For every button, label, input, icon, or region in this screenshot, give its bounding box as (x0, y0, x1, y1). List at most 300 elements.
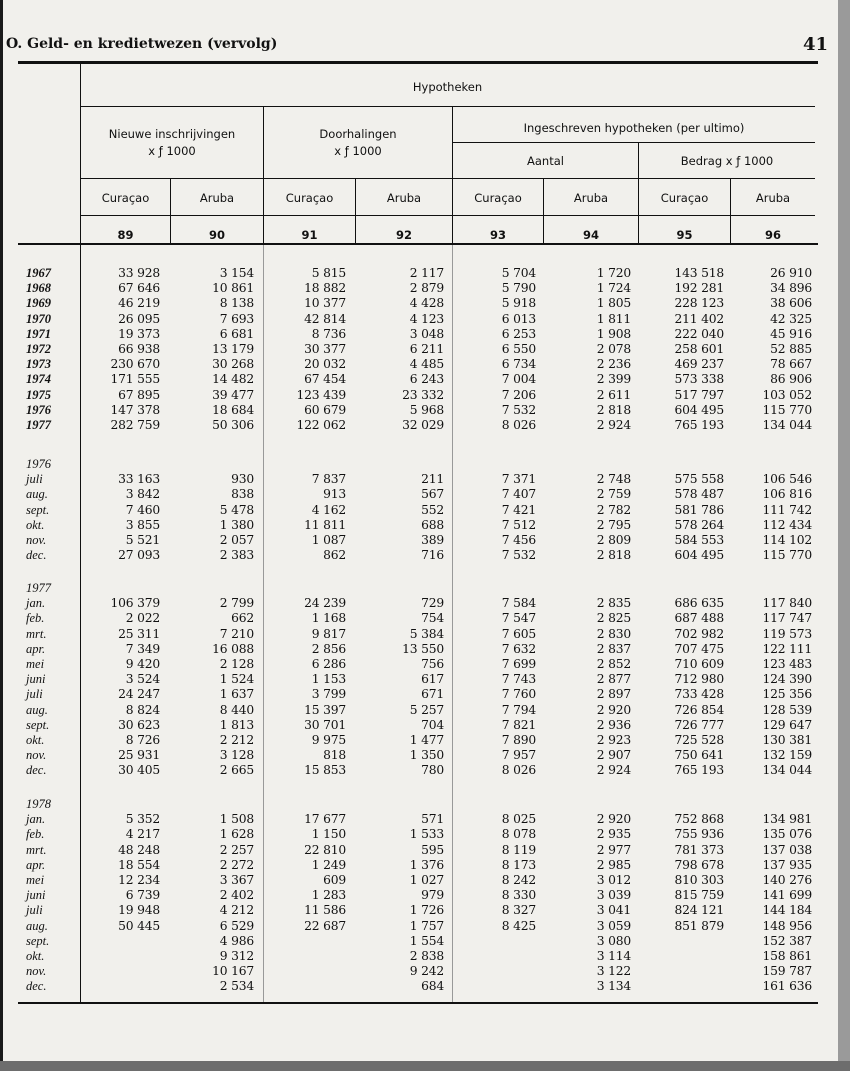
row-label: 1967 (26, 266, 51, 280)
cell-col-94: 2 907 (596, 748, 631, 763)
cell-col-94: 2 078 (596, 341, 631, 356)
row-label: mei (26, 872, 45, 887)
cell-col-92: 729 (421, 596, 444, 611)
amount-count-underline (452, 142, 815, 143)
new-registrations-label: Nieuwe inschrijvingen (108, 127, 236, 141)
cell-col-93: 7 547 (501, 611, 536, 626)
table-row (0, 687, 838, 702)
cell-col-90: 2 383 (219, 548, 254, 563)
cell-col-95: 750 641 (674, 748, 724, 763)
new-registrations-unit: x ƒ 1000 (148, 144, 196, 158)
monthly-1976-block (0, 457, 838, 563)
row-label: juli (26, 687, 43, 702)
cell-col-89: 5 352 (125, 812, 160, 827)
cell-col-89: 147 378 (110, 402, 160, 417)
cell-col-91: 9 975 (311, 732, 346, 747)
cell-col-93: 7 821 (501, 717, 536, 732)
cell-col-89: 8 726 (125, 732, 160, 747)
row-label: juni (26, 888, 46, 903)
cell-col-93: 7 421 (501, 502, 536, 517)
table-row (0, 342, 838, 357)
cell-col-95: 469 237 (674, 357, 724, 372)
cell-col-91: 17 677 (304, 812, 346, 827)
cell-col-90: 2 212 (219, 732, 254, 747)
cell-col-94: 1 805 (596, 296, 631, 311)
table-row (0, 964, 838, 979)
colname-89: Curaçao (101, 191, 150, 205)
cell-col-91: 862 (323, 548, 346, 563)
annual-block (0, 266, 838, 433)
cell-col-92: 1 027 (409, 872, 444, 887)
cell-col-93: 8 078 (501, 827, 536, 842)
cell-col-94: 3 039 (596, 888, 631, 903)
row-label: aug. (26, 487, 48, 502)
cell-col-92: 2 117 (409, 266, 444, 280)
cell-col-91: 15 397 (304, 702, 346, 717)
cell-col-95: 824 121 (674, 903, 724, 918)
table-row (0, 703, 838, 718)
cell-col-90: 13 179 (212, 341, 254, 356)
cell-col-93: 6 013 (501, 311, 536, 326)
cell-col-91: 22 810 (304, 842, 346, 857)
cell-col-91: 42 814 (304, 311, 346, 326)
cell-col-90: 6 529 (219, 918, 254, 933)
cell-col-95: 733 428 (674, 687, 724, 702)
row-label: 1970 (26, 311, 51, 326)
cell-col-96: 115 770 (762, 402, 812, 417)
cell-col-95: 228 123 (674, 296, 724, 311)
cell-col-89: 2 022 (125, 611, 160, 626)
cell-col-89: 18 554 (118, 857, 160, 872)
cancellations-header (264, 126, 452, 160)
cell-col-93: 7 004 (501, 372, 536, 387)
cell-col-95: 578 487 (674, 487, 724, 502)
cell-col-92: 2 838 (409, 948, 444, 963)
table-row (0, 657, 838, 672)
cell-col-91: 20 032 (304, 357, 346, 372)
cell-col-91: 24 239 (304, 596, 346, 611)
cell-col-93: 8 330 (501, 888, 536, 903)
row-label: 1973 (26, 357, 51, 372)
cell-col-92: 6 211 (409, 341, 444, 356)
colnum-91: 91 (301, 228, 318, 242)
cell-col-96: 137 038 (762, 842, 812, 857)
cell-col-96: 152 387 (762, 933, 812, 948)
cell-col-93: 8 425 (501, 918, 536, 933)
cell-col-91: 30 701 (304, 717, 346, 732)
cell-col-89: 3 855 (125, 517, 160, 532)
cell-col-89: 7 349 (125, 641, 160, 656)
cell-col-93: 6 253 (501, 326, 536, 341)
row-label: mrt. (26, 626, 47, 641)
cell-col-93: 7 957 (501, 748, 536, 763)
row-label: 1969 (26, 296, 51, 311)
cell-col-96: 106 816 (762, 487, 812, 502)
cell-col-93: 7 632 (501, 641, 536, 656)
table-row (0, 327, 838, 342)
cell-col-94: 2 852 (596, 656, 631, 671)
cell-col-90: 2 799 (219, 596, 254, 611)
cell-col-95: 604 495 (674, 402, 724, 417)
cell-col-94: 2 830 (596, 626, 631, 641)
row-label: dec. (26, 548, 47, 563)
cell-col-94: 3 059 (596, 918, 631, 933)
row-label: jan. (26, 596, 46, 611)
cell-col-96: 123 483 (762, 656, 812, 671)
cell-col-92: 5 257 (409, 702, 444, 717)
cell-col-94: 2 877 (596, 672, 631, 687)
cell-col-90: 2 128 (219, 656, 254, 671)
table-row (0, 296, 838, 311)
cell-col-94: 3 114 (596, 948, 631, 963)
cell-col-90: 1 813 (219, 717, 254, 732)
cell-col-95: 798 678 (674, 857, 724, 872)
colname-93: Curaçao (474, 191, 522, 205)
cell-col-90: 14 482 (212, 372, 254, 387)
cell-col-92: 780 (421, 763, 444, 778)
cell-col-94: 2 782 (596, 502, 631, 517)
cell-col-94: 2 825 (596, 611, 631, 626)
cell-col-89: 5 521 (125, 532, 160, 547)
cell-col-93: 8 327 (501, 903, 536, 918)
colname-92: Aruba (386, 191, 422, 205)
cell-col-95: 686 635 (674, 596, 724, 611)
cell-col-91: 15 853 (304, 763, 346, 778)
cell-col-96: 45 916 (770, 326, 812, 341)
row-label: apr. (26, 641, 46, 656)
table-row (0, 812, 838, 827)
cell-col-92: 617 (421, 672, 444, 687)
cell-col-93: 7 532 (501, 548, 536, 563)
cell-col-96: 135 076 (762, 827, 812, 842)
cell-col-92: 1 477 (409, 732, 444, 747)
cell-col-89: 50 445 (118, 918, 160, 933)
colnum-92: 92 (395, 228, 412, 242)
cell-col-93: 7 206 (501, 387, 536, 402)
cell-col-94: 2 920 (596, 812, 631, 827)
cell-col-92: 1 757 (409, 918, 444, 933)
header-rule (18, 61, 818, 64)
cell-col-90: 2 057 (219, 532, 254, 547)
cell-col-96: 52 885 (770, 341, 812, 356)
cell-col-90: 2 402 (219, 888, 254, 903)
cell-col-94: 2 897 (596, 687, 631, 702)
cell-col-96: 38 606 (770, 296, 812, 311)
registered-header: Ingeschreven hypotheken (per ultimo) (523, 121, 745, 135)
cell-col-89: 48 248 (118, 842, 160, 857)
cell-col-92: 979 (421, 888, 444, 903)
cell-col-94: 3 080 (596, 933, 631, 948)
scan-right-margin (838, 0, 850, 1071)
cell-col-91: 1 150 (311, 827, 346, 842)
cell-col-91: 18 882 (304, 281, 346, 296)
cell-col-91: 123 439 (296, 387, 346, 402)
row-label: 1976 (26, 402, 51, 417)
cell-col-92: 13 550 (402, 641, 444, 656)
cell-col-92: 754 (421, 611, 444, 626)
table-row (0, 763, 838, 778)
cell-col-91: 10 377 (304, 296, 346, 311)
table-row (0, 827, 838, 842)
cell-col-92: 1 554 (409, 933, 444, 948)
cell-col-89: 19 373 (118, 326, 160, 341)
cell-col-93: 7 890 (501, 732, 536, 747)
cell-col-91: 1 153 (311, 672, 346, 687)
cell-col-93: 7 794 (501, 702, 536, 717)
cell-col-93: 6 550 (501, 341, 536, 356)
cell-col-90: 10 861 (212, 281, 254, 296)
cell-col-92: 5 968 (409, 402, 444, 417)
row-label: 1976 (26, 457, 51, 471)
table-row (0, 903, 838, 918)
cell-col-94: 2 923 (596, 732, 631, 747)
table-row (0, 503, 838, 518)
cell-col-89: 25 311 (118, 626, 160, 641)
cell-col-94: 2 818 (596, 402, 631, 417)
table-row (0, 888, 838, 903)
cell-col-90: 30 268 (212, 357, 254, 372)
cell-col-92: 3 048 (409, 326, 444, 341)
cell-col-95: 712 980 (674, 672, 724, 687)
cell-col-91: 2 856 (311, 641, 346, 656)
cell-col-89: 66 938 (118, 341, 160, 356)
cell-col-91: 5 815 (311, 266, 346, 280)
row-label: mei (26, 656, 45, 671)
cell-col-90: 4 986 (219, 933, 254, 948)
cell-col-94: 3 041 (596, 903, 631, 918)
table-row (0, 858, 838, 873)
cell-col-92: 567 (421, 487, 444, 502)
cell-col-94: 2 985 (596, 857, 631, 872)
table-row (0, 934, 838, 949)
cell-col-96: 128 539 (762, 702, 812, 717)
cell-col-91: 1 249 (311, 857, 346, 872)
cell-col-90: 838 (231, 487, 254, 502)
cell-col-89: 8 824 (125, 702, 160, 717)
row-label: 1977 (26, 417, 51, 432)
colnumbers-rule (18, 243, 818, 245)
colnum-90: 90 (208, 228, 225, 242)
cell-col-92: 671 (421, 687, 444, 702)
cell-col-94: 2 935 (596, 827, 631, 842)
row-label: dec. (26, 763, 47, 778)
cell-col-96: 112 434 (762, 517, 812, 532)
cell-col-96: 134 044 (762, 417, 812, 432)
cancellations-label: Doorhalingen (319, 127, 397, 141)
cell-col-92: 6 243 (409, 372, 444, 387)
cell-col-90: 5 478 (219, 502, 254, 517)
row-label: aug. (26, 918, 48, 933)
colnum-95: 95 (676, 228, 693, 242)
cell-col-96: 117 747 (762, 611, 812, 626)
colnum-94: 94 (582, 228, 599, 242)
new-registrations-header (82, 126, 262, 160)
cell-col-93: 5 918 (501, 296, 536, 311)
cell-col-95: 578 264 (674, 517, 724, 532)
cell-col-95: 851 879 (674, 918, 724, 933)
table-row (0, 388, 838, 403)
cell-col-92: 1 376 (409, 857, 444, 872)
cell-col-90: 39 477 (212, 387, 254, 402)
row-label: okt. (26, 948, 45, 963)
table-row (0, 266, 838, 281)
colnames-rule (80, 215, 815, 216)
cell-col-96: 106 546 (762, 472, 812, 487)
cell-col-94: 1 724 (596, 281, 631, 296)
cell-col-91: 11 586 (304, 903, 346, 918)
cell-col-91: 11 811 (304, 517, 346, 532)
cell-col-94: 1 811 (596, 311, 631, 326)
cell-col-89: 171 555 (110, 372, 160, 387)
table-row (0, 472, 838, 487)
cell-col-90: 3 154 (219, 266, 254, 280)
cell-col-90: 9 312 (219, 948, 254, 963)
table-row (0, 581, 838, 596)
cell-col-90: 3 128 (219, 748, 254, 763)
cell-col-91: 7 837 (311, 472, 346, 487)
cell-col-89: 4 217 (125, 827, 160, 842)
table-row (0, 548, 838, 563)
cell-col-91: 913 (323, 487, 346, 502)
cell-col-94: 3 134 (596, 979, 631, 994)
row-label: sept. (26, 717, 50, 732)
cell-col-95: 581 786 (674, 502, 724, 517)
cell-col-95: 575 558 (674, 472, 724, 487)
row-label: mrt. (26, 842, 47, 857)
cell-col-89: 30 405 (118, 763, 160, 778)
cell-col-96: 134 044 (762, 763, 812, 778)
cell-col-91: 4 162 (311, 502, 346, 517)
cell-col-89: 3 524 (125, 672, 160, 687)
cell-col-91: 1 283 (311, 888, 346, 903)
cell-col-96: 34 896 (770, 281, 812, 296)
cell-col-94: 2 977 (596, 842, 631, 857)
cell-col-92: 688 (421, 517, 444, 532)
cell-col-94: 2 236 (596, 357, 631, 372)
cell-col-89: 33 163 (118, 472, 160, 487)
colnum-96: 96 (764, 228, 781, 242)
cell-col-94: 2 748 (596, 472, 631, 487)
cell-col-89: 282 759 (110, 417, 160, 432)
cell-col-95: 752 868 (674, 812, 724, 827)
cell-col-91: 818 (323, 748, 346, 763)
cell-col-95: 765 193 (674, 763, 724, 778)
table-row (0, 919, 838, 934)
cell-col-92: 23 332 (402, 387, 444, 402)
cell-col-95: 687 488 (674, 611, 724, 626)
cell-col-96: 86 906 (770, 372, 812, 387)
cell-col-94: 1 908 (596, 326, 631, 341)
cell-col-92: 9 242 (409, 964, 444, 979)
section-title: O. Geld- en kredietwezen (vervolg) (6, 36, 278, 52)
cell-col-90: 10 167 (212, 964, 254, 979)
cell-col-93: 8 026 (501, 417, 536, 432)
cell-col-89: 3 842 (125, 487, 160, 502)
table-row (0, 718, 838, 733)
row-label: 1974 (26, 372, 51, 387)
table-row (0, 949, 838, 964)
cell-col-93: 6 734 (501, 357, 536, 372)
cell-col-90: 1 524 (219, 672, 254, 687)
cell-col-93: 7 584 (501, 596, 536, 611)
table-row (0, 281, 838, 296)
table-row (0, 733, 838, 748)
table-row (0, 596, 838, 611)
monthly-1977-block (0, 581, 838, 778)
table-row (0, 797, 838, 812)
cell-col-89: 19 948 (118, 903, 160, 918)
cell-col-89: 26 095 (118, 311, 160, 326)
cell-col-93: 5 790 (501, 281, 536, 296)
cell-col-91: 60 679 (304, 402, 346, 417)
table-row (0, 418, 838, 433)
cell-col-89: 6 739 (125, 888, 160, 903)
cell-col-93: 7 760 (501, 687, 536, 702)
table-row (0, 873, 838, 888)
cell-col-96: 134 981 (762, 812, 812, 827)
cell-col-90: 1 380 (219, 517, 254, 532)
table-bottom-rule (18, 1002, 818, 1004)
cell-col-90: 50 306 (212, 417, 254, 432)
page-header (6, 34, 828, 56)
table-row (0, 979, 838, 994)
cell-col-91: 3 799 (311, 687, 346, 702)
cell-col-91: 9 817 (311, 626, 346, 641)
cell-col-94: 2 611 (596, 387, 631, 402)
table-row (0, 403, 838, 418)
cell-col-90: 8 138 (219, 296, 254, 311)
row-label: apr. (26, 857, 46, 872)
cell-col-96: 129 647 (762, 717, 812, 732)
cell-col-90: 4 212 (219, 903, 254, 918)
cell-col-91: 1 168 (311, 611, 346, 626)
cell-col-94: 1 720 (596, 266, 631, 280)
row-label: nov. (26, 964, 47, 979)
cell-col-92: 704 (421, 717, 444, 732)
cell-col-92: 595 (421, 842, 444, 857)
cell-col-95: 810 303 (674, 872, 724, 887)
table-row (0, 627, 838, 642)
cell-col-90: 1 637 (219, 687, 254, 702)
cell-col-92: 552 (421, 502, 444, 517)
cell-col-93: 7 532 (501, 402, 536, 417)
cell-col-92: 571 (421, 812, 444, 827)
table-row (0, 843, 838, 858)
table-row (0, 487, 838, 502)
cell-col-95: 726 854 (674, 702, 724, 717)
cell-col-92: 1 350 (409, 748, 444, 763)
cell-col-90: 662 (231, 611, 254, 626)
row-label: 1975 (26, 387, 51, 402)
cell-col-93: 8 119 (501, 842, 536, 857)
cell-col-96: 161 636 (762, 979, 812, 994)
cell-col-89: 25 931 (118, 748, 160, 763)
cell-col-94: 2 759 (596, 487, 631, 502)
cell-col-95: 765 193 (674, 417, 724, 432)
cell-col-95: 726 777 (674, 717, 724, 732)
cell-col-89: 30 623 (118, 717, 160, 732)
cell-col-96: 115 770 (762, 548, 812, 563)
cell-col-94: 2 920 (596, 702, 631, 717)
cell-col-89: 27 093 (118, 548, 160, 563)
cell-col-95: 143 518 (674, 266, 724, 280)
row-label: juli (26, 472, 43, 487)
cell-col-89: 106 379 (110, 596, 160, 611)
row-label: juli (26, 903, 43, 918)
table-row (0, 312, 838, 327)
cell-col-93: 7 371 (501, 472, 536, 487)
cell-col-96: 124 390 (762, 672, 812, 687)
